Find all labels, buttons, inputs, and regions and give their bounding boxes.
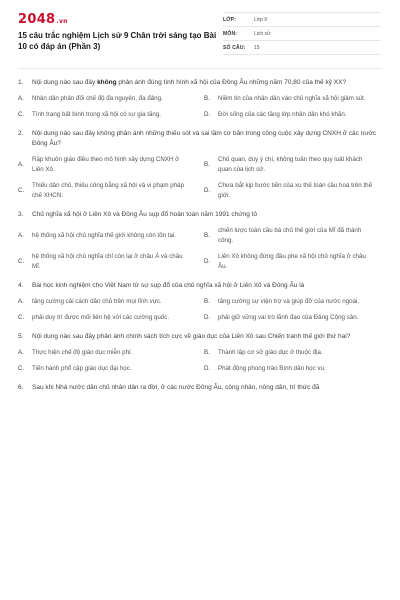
question-5: [18, 332, 382, 374]
option-d[interactable]: D. Đời sống của các tầng lớp nhân dân khó khăn.: [204, 111, 347, 118]
option-b[interactable]: B. Thành lập cơ sở giáo dục ở thuộc địa.: [204, 349, 323, 356]
meta-value: 15: [254, 44, 260, 51]
meta-label: MÔN:: [223, 30, 238, 37]
meta-row-grade: [223, 12, 381, 27]
options: [18, 94, 382, 120]
question-1: [18, 78, 382, 120]
logo-suffix: .vn: [56, 18, 68, 25]
question-list: [18, 78, 382, 402]
meta-value: Lịch sử: [254, 30, 271, 37]
question-2: [18, 129, 382, 201]
option-c[interactable]: C. Tình trạng bất bình trong xã hội có sự gia tăng.: [18, 111, 162, 118]
meta-label: SỐ CÂU:: [223, 44, 246, 51]
question-number: 4.: [18, 282, 24, 289]
options: [18, 155, 382, 201]
meta-label: LỚP:: [223, 16, 237, 23]
option-c[interactable]: C. Thiếu dân chủ, thiếu công bằng xã hội và vi phạm pháp chế XHCN.: [18, 182, 185, 199]
options: [18, 348, 382, 374]
option-a[interactable]: A. tăng cường cải cách dân chủ trên mọi lĩnh vực.: [18, 298, 162, 305]
page-header: [0, 0, 400, 58]
question-text: 6. Sau khi Nhà nước dân chủ nhân dân ra đời, ở các nước Đông Âu, công nhân, nông dân, trí thức đã: [18, 384, 320, 391]
meta-value: Lớp 9: [254, 16, 268, 23]
options: [18, 297, 382, 323]
option-b[interactable]: B. tăng cường sự viện trợ và giúp đỡ của nước ngoài.: [204, 298, 360, 305]
question-number: 1.: [18, 79, 24, 86]
logo-text: 2048: [18, 12, 56, 27]
question-3: [18, 210, 382, 272]
option-b[interactable]: B. Chủ quan, duy ý chí, không tuân theo quy luật khách quan của lịch sử.: [204, 156, 363, 173]
question-text: 2. Nội dung nào sau đây không phản ánh những thiếu sót và sai lầm cơ bản trong công cuộc xây dựng CNXH ở các nước Đông Âu?: [18, 130, 377, 147]
option-d[interactable]: D. Phát động phong trào Bình dân học vụ.: [204, 365, 326, 372]
meta-row-subject: [223, 27, 381, 41]
option-a[interactable]: A. Nhân dân phản đối chế độ đa nguyên, đa đảng.: [18, 95, 163, 102]
question-number: 5.: [18, 333, 24, 340]
option-c[interactable]: C. phải duy trì được mối liên hệ với các cường quốc.: [18, 314, 170, 321]
question-text: 4. Bài học kinh nghiệm cho Việt Nam từ sự sụp đổ của chủ nghĩa xã hội ở Liên Xô và Đông Âu là: [18, 282, 305, 289]
question-number: 6.: [18, 384, 24, 391]
option-d[interactable]: D. Liên Xô không đứng đầu phe xã hội chủ nghĩa ở châu Âu.: [204, 253, 366, 270]
options: [18, 226, 382, 272]
option-a[interactable]: A. Thực hiện chế độ giáo dục miễn phí.: [18, 349, 133, 356]
option-b[interactable]: B. chiến lược toàn cầu bá chủ thế giới của Mĩ đã thành công.: [204, 227, 362, 244]
option-d[interactable]: D. Chưa bắt kịp bước tiến của xu thế toàn cầu hoá trên thế giới.: [204, 182, 373, 199]
question-4: [18, 281, 382, 323]
question-number: 2.: [18, 130, 24, 137]
page-title: 15 câu trắc nghiệm Lịch sử 9 Chân trời sáng tạo Bài 10 có đáp án (Phần 3): [18, 31, 217, 51]
option-b[interactable]: B. Niềm tin của nhân dân vào chủ nghĩa xã hội giảm sút.: [204, 95, 366, 102]
option-d[interactable]: D. phải giữ vững vai trò lãnh đạo của Đảng Cộng sản.: [204, 314, 359, 321]
option-a[interactable]: A. Rập khuôn giáo điều theo mô hình xây dựng CNXH ở Liên Xô.: [18, 156, 180, 173]
question-6: [18, 383, 382, 393]
emphasis: không: [97, 79, 117, 86]
meta-table: [223, 12, 381, 55]
question-text: 5. Nội dung nào sau đây phản ánh chính sách tích cực về giáo dục của Liên Xô sau Chiến tranh thế giới thứ hai?: [18, 333, 351, 340]
question-text: 3. Chủ nghĩa xã hội ở Liên Xô và Đông Âu sụp đổ hoàn toàn năm 1991 chứng tỏ: [18, 211, 258, 218]
option-c[interactable]: C. hệ thống xã hội chủ nghĩa chỉ còn lại ở châu Á và châu Mĩ.: [18, 253, 183, 270]
option-c[interactable]: C. Tiến hành phổ cập giáo dục đại học.: [18, 365, 132, 372]
header-divider: [18, 68, 382, 69]
meta-row-count: [223, 41, 381, 55]
option-a[interactable]: A. hệ thống xã hội chủ nghĩa thế giới không còn tồn tại.: [18, 232, 177, 239]
site-logo[interactable]: [18, 12, 68, 27]
question-number: 3.: [18, 211, 24, 218]
question-text: 1. Nội dung nào sau đây không phản ánh đúng tình hình xã hội của Đông Âu những năm 70,80 của thế kỷ XX?: [18, 79, 347, 86]
